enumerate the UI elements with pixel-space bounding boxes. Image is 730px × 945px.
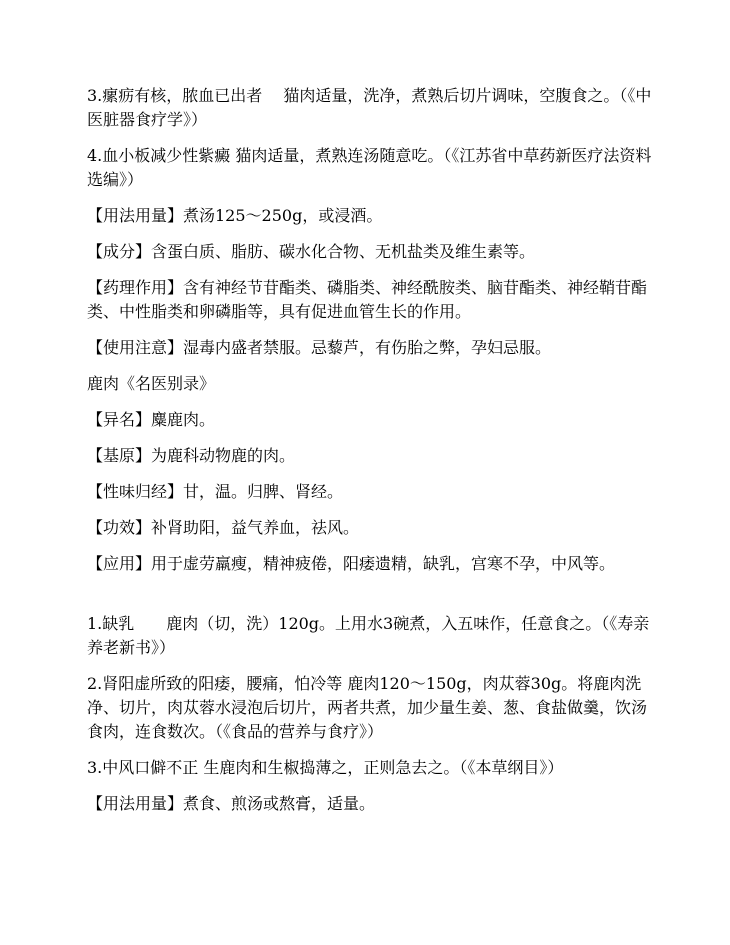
paragraph-cat-meat-scrofula: 3.瘰疬有核，脓血已出者 猫肉适量，洗净，煮熟后切片调味，空腹食之。（《中医脏器食疗学》） bbox=[87, 86, 652, 129]
paragraph-venison-nature-meridian: 【性味归经】甘，温。归脾、肾经。 bbox=[87, 482, 344, 501]
paragraph-cat-usage-dosage: 【用法用量】煮汤125～250g，或浸酒。 bbox=[87, 206, 383, 225]
paragraph-cat-pharmacology: 【药理作用】含有神经节苷酯类、磷脂类、神经酰胺类、脑苷酯类、神经鞘苷酯类、中性脂类和卵磷脂等，具有促进血管生长的作用。 bbox=[87, 278, 648, 321]
paragraph-cat-composition: 【成分】含蛋白质、脂肪、碳水化合物、无机盐类及维生素等。 bbox=[87, 242, 536, 261]
paragraph-venison-impotence: 2.肾阳虚所致的阳痿，腰痛，怕冷等 鹿肉120～150g，肉苁蓉30g。将鹿肉洗净、切片，肉苁蓉水浸泡后切片，两者共煮，加少量生姜、葱、食盐做羹，饮汤食肉，连食数次。（《食品的营养与食疗》） bbox=[87, 674, 648, 741]
paragraph-venison-origin: 【基原】为鹿科动物鹿的肉。 bbox=[87, 446, 296, 465]
paragraph-cat-meat-purpura: 4.血小板减少性紫癜 猫肉适量，煮熟连汤随意吃。（《江苏省中草药新医疗法资料选编》） bbox=[87, 146, 652, 189]
paragraph-venison-application: 【应用】用于虚劳羸瘦，精神疲倦，阳痿遗精，缺乳，宫寒不孕，中风等。 bbox=[87, 554, 616, 573]
paragraph-venison-alias: 【异名】麋鹿肉。 bbox=[87, 410, 216, 429]
paragraph-venison-stroke: 3.中风口僻不正 生鹿肉和生椒捣薄之，正则急去之。（《本草纲目》） bbox=[87, 758, 564, 777]
section-title-venison: 鹿肉《名医别录》 bbox=[87, 374, 216, 393]
paragraph-venison-lactation: 1.缺乳 鹿肉（切，洗）120g。上用水3碗煮，入五味作，任意食之。（《寿亲养老新书》） bbox=[87, 614, 650, 657]
paragraph-cat-precautions: 【使用注意】湿毒内盛者禁服。忌藜芦，有伤胎之弊，孕妇忌服。 bbox=[87, 338, 552, 357]
paragraph-venison-usage-dosage: 【用法用量】煮食、煎汤或熬膏，适量。 bbox=[87, 794, 376, 813]
paragraph-venison-efficacy: 【功效】补肾助阳，益气养血，祛风。 bbox=[87, 518, 360, 537]
